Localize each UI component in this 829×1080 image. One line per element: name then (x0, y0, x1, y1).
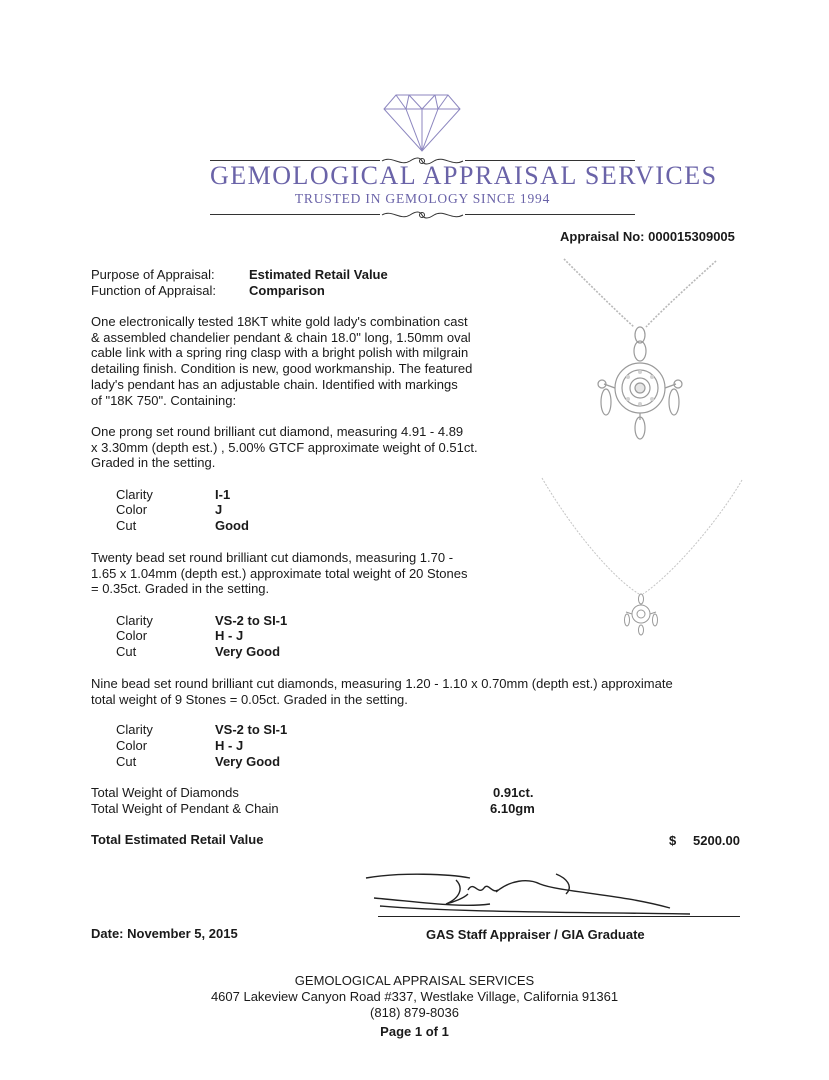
appraisal-number: Appraisal No: 000015309005 (560, 229, 735, 244)
description-line: lady's pendant has an adjustable chain. Identified with markings (91, 376, 458, 392)
total-diamonds-label: Total Weight of Diamonds (91, 785, 239, 800)
pendant-closeup-image (560, 255, 720, 450)
stone-line: x 3.30mm (depth est.) , 5.00% GTCF approximate weight of 0.51ct. (91, 439, 478, 455)
total-pendant-label: Total Weight of Pendant & Chain (91, 801, 279, 816)
page-number: Page 1 of 1 (380, 1024, 449, 1039)
color-label: Color (116, 502, 148, 517)
total-pendant-value: 6.10gm (490, 801, 535, 816)
description-line: detailing finish. Condition is new, good workmanship. The featured (91, 361, 473, 377)
footer-company: GEMOLOGICAL APPRAISAL SERVICES (294, 973, 535, 988)
logo-bottom-rule (210, 210, 635, 220)
cut-value: Very Good (215, 754, 281, 769)
color-value: H - J (215, 738, 244, 753)
color-label: Color (116, 628, 148, 643)
stone-line: total weight of 9 Stones = 0.05ct. Graded in the setting. (91, 691, 408, 707)
stone-line: Graded in the setting. (91, 455, 216, 471)
stone-description (91, 676, 673, 707)
footer-phone: (818) 879-8036 (370, 1005, 459, 1020)
retail-value: 5200.00 (693, 833, 740, 848)
stone-line: = 0.35ct. Graded in the setting. (91, 581, 270, 597)
description-line: of "18K 750". Containing: (91, 392, 237, 408)
color-label: Color (116, 738, 148, 753)
retail-value-label: Total Estimated Retail Value (91, 832, 264, 847)
description-line: & assembled chandelier pendant & chain 18.0" long, 1.50mm oval (91, 329, 471, 345)
cut-label: Cut (116, 644, 137, 659)
cut-label: Cut (116, 518, 137, 533)
clarity-value: I-1 (215, 487, 231, 502)
signature-line (378, 916, 740, 917)
total-diamonds-value: 0.91ct. (493, 785, 534, 800)
cut-value: Good (215, 518, 249, 533)
company-name: GEMOLOGICAL APPRAISAL SERVICES (210, 161, 718, 190)
stone-line: Nine bead set round brilliant cut diamonds, measuring 1.20 - 1.10 x 0.70mm (depth est.) approximate (91, 676, 673, 691)
footer-address: 4607 Lakeview Canyon Road #337, Westlake Village, California 91361 (210, 989, 619, 1004)
item-description (91, 314, 472, 408)
purpose-value: Estimated Retail Value (249, 267, 388, 282)
clarity-label: Clarity (116, 487, 153, 502)
stone-line: One prong set round brilliant cut diamond, measuring 4.91 - 4.89 (91, 424, 464, 439)
diamond-logo-icon (382, 93, 462, 153)
color-value: J (215, 502, 223, 517)
appraiser-signature (360, 868, 705, 923)
cut-label: Cut (116, 754, 137, 769)
clarity-value: VS-2 to SI-1 (215, 613, 288, 628)
function-value: Comparison (249, 283, 325, 298)
description-line: One electronically tested 18KT white gold lady's combination cast (91, 314, 468, 329)
currency-symbol: $ (669, 833, 677, 848)
appraiser-title: GAS Staff Appraiser / GIA Graduate (426, 927, 645, 942)
stone-line: 1.65 x 1.04mm (depth est.) approximate total weight of 20 Stones (91, 565, 468, 581)
clarity-label: Clarity (116, 722, 153, 737)
color-value: H - J (215, 628, 244, 643)
description-line: cable link with a spring ring clasp with a bright polish with milgrain (91, 345, 469, 361)
stone-line: Twenty bead set round brilliant cut diamonds, measuring 1.70 - (91, 550, 454, 565)
cut-value: Very Good (215, 644, 281, 659)
function-label: Function of Appraisal: (91, 283, 217, 298)
clarity-value: VS-2 to SI-1 (215, 722, 288, 737)
clarity-label: Clarity (116, 613, 153, 628)
pendant-on-chain-image (540, 476, 745, 646)
purpose-label: Purpose of Appraisal: (91, 267, 215, 282)
stone-description (91, 424, 478, 471)
flourish-icon (380, 207, 465, 223)
company-tagline: TRUSTED IN GEMOLOGY SINCE 1994 (294, 191, 551, 206)
stone-description (91, 550, 468, 597)
appraisal-date: Date: November 5, 2015 (91, 926, 238, 941)
